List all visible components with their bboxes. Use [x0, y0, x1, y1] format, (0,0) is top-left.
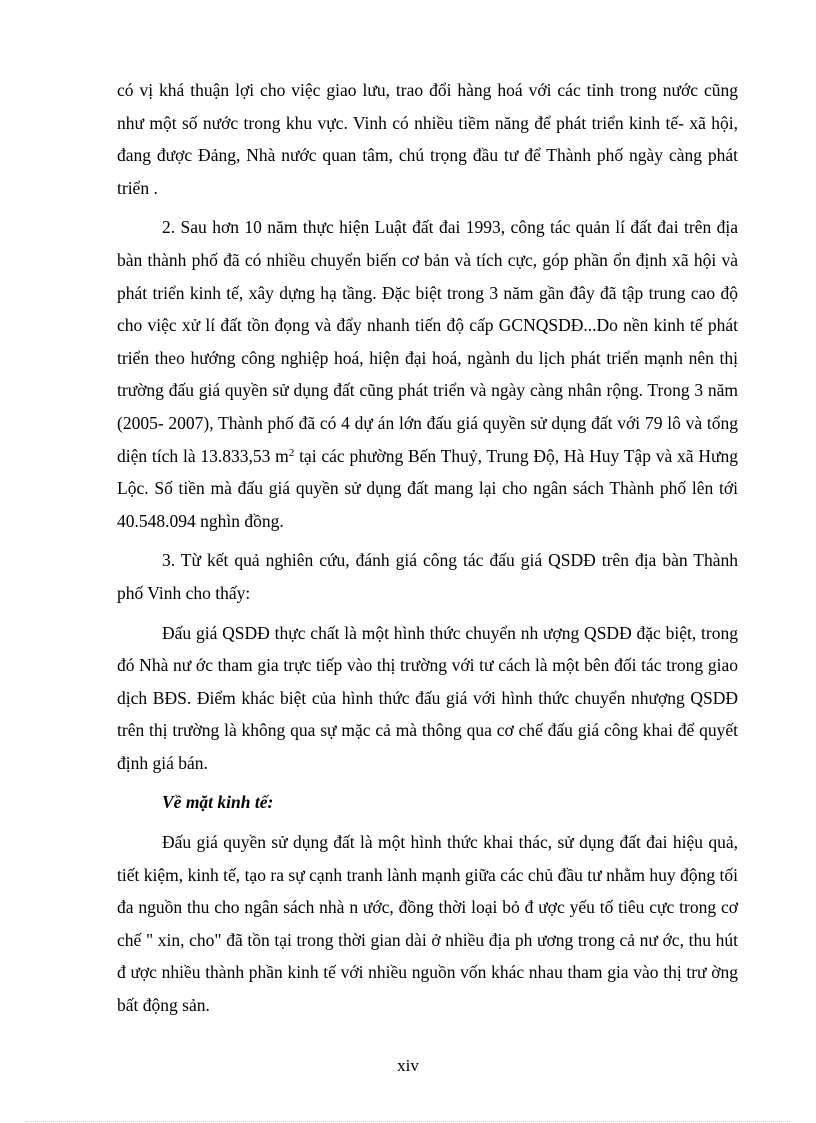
paragraph-vinh-location: có vị khá thuận lợi cho việc giao lưu, trao đổi hàng hoá với các tỉnh trong nước cũng như một số nước trong khu vực. Vinh có nhiều tiềm năng để phát triển kinh tế- xã hội, đang được Đảng, Nhà nước quan tâm, chú trọng đầu tư để Thành phố ngày càng phát triển .	[117, 80, 738, 198]
paragraph-auction-nature: Đấu giá QSDĐ thực chất là một hình thức chuyển nh ượng QSDĐ đặc biệt, trong đó Nhà nư ớc tham gia trực tiếp vào thị trường với tư cách là một bên đối tác trong giao dịch BĐS. Điểm khác biệt của hình thức đấu giá với hình thức chuyển nhượng QSDĐ trên thị trường là không qua sự mặc cả mà thông qua cơ chế đấu giá công khai để quyết định giá bán.	[117, 622, 738, 773]
paragraph-economic-benefits: Đấu giá quyền sử dụng đất là một hình thức khai thác, sử dụng đất đai hiệu quả, tiết kiệm, kinh tế, tạo ra sự cạnh tranh lành mạnh giữa các chủ đầu tư nhằm huy động tối đa nguồn thu cho ngân sách nhà n ước, đồng thời loại bỏ đ ược yếu tố tiêu cực trong cơ chế " xin, cho" đã tồn tại trong thời gian dài ở nhiều địa ph ương trong cả nư ớc, thu hút đ ược nhiều thành phần kinh tế với nhiều nguồn vốn khác nhau tham gia vào thị trư ờng bất động sản.	[117, 832, 738, 1016]
page-body	[117, 74, 738, 1029]
paragraph-research-results: 3. Từ kết quả nghiên cứu, đánh giá công tác đấu giá QSDĐ trên địa bàn Thành phố Vinh cho thấy:	[117, 550, 738, 603]
section-heading-economic: Về mặt kinh tế:	[162, 792, 274, 813]
paragraph-land-management-text: 2. Sau hơn 10 năm thực hiện Luật đất đai 1993, công tác quản lí đất đai trên địa bàn thành phố đã có nhiều chuyển biến cơ bản và tích cực, góp phần ổn định xã hội và phát triển kinh tế, xây dựng hạ tầng. Đặc biệt trong 3 năm gần đây đã tập trung cao độ cho việc xử lí đất tồn đọng và đẩy nhanh tiến độ cấp GCNQSDĐ...Do nền kinh tế phát triển theo hướng công nghiệp hoá, hiện đại hoá, ngành du lịch phát triển mạnh nên thị trường đấu giá quyền sử dụng đất cũng phát triển và ngày càng nhân rộng. Trong 3 năm (2005- 2007), Thành phố đã có 4 dự án lớn đấu giá quyền sử dụng đất với 79 lô và tổng diện tích là 13.833,53 m	[117, 217, 738, 466]
square-meter-superscript: 2	[288, 446, 295, 459]
page-bottom-rule	[26, 1121, 790, 1122]
paragraph-land-management-text-cont: tại các phường Bến Thuỷ, Trung Độ, Hà Huy Tập và xã Hưng Lộc. Số tiền mà đấu giá quyền sử dụng đất mang lại cho ngân sách Thành phố lên tới 40.548.094 nghìn đồng.	[117, 445, 738, 531]
page-number: xiv	[397, 1056, 419, 1075]
paragraph-land-management	[117, 211, 738, 537]
